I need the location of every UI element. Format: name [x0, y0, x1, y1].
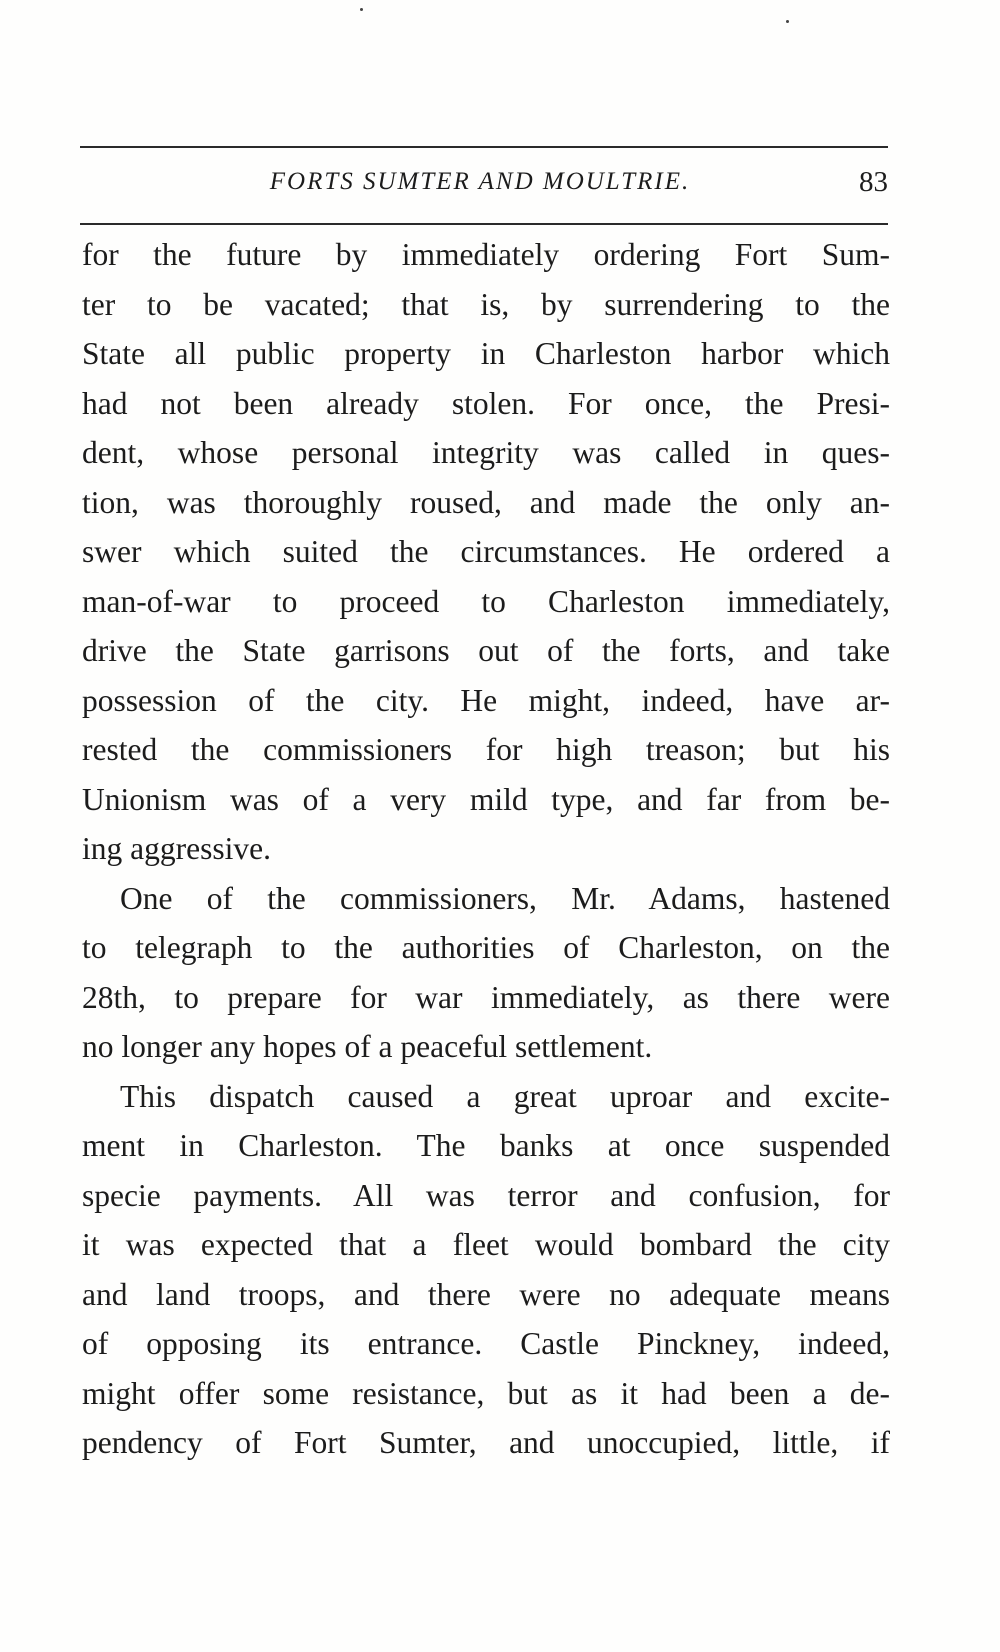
- text-line: of opposing its entrance. Castle Pinckney, indeed,: [82, 1326, 890, 1361]
- text-line: it was expected that a fleet would bombard the city: [82, 1227, 890, 1262]
- running-title: FORTS SUMTER AND MOULTRIE.: [269, 168, 691, 195]
- text-line: possession of the city. He might, indeed, have ar-: [82, 682, 890, 718]
- text-line: ter to be vacated; that is, by surrendering to the: [82, 286, 890, 322]
- running-head: [80, 166, 888, 206]
- text-line: to telegraph to the authorities of Charleston, on the: [82, 930, 890, 965]
- text-line: pendency of Fort Sumter, and unoccupied, little, if: [82, 1425, 890, 1460]
- text-line: and land troops, and there were no adequate means: [82, 1276, 890, 1312]
- text-line: drive the State garrisons out of the forts, and take: [82, 633, 890, 668]
- paper-speck: [360, 8, 363, 11]
- paper-speck: [786, 20, 789, 23]
- text-line: ment in Charleston. The banks at once suspended: [82, 1128, 890, 1163]
- text-line: might offer some resistance, but as it had been a de-: [82, 1375, 890, 1411]
- body-text: [82, 230, 890, 1468]
- text-line: State all public property in Charleston harbor which: [82, 336, 890, 371]
- page-number: 83: [859, 166, 888, 198]
- text-line: swer which suited the circumstances. He ordered a: [82, 534, 890, 569]
- text-line: dent, whose personal integrity was called in ques-: [82, 435, 890, 470]
- text-line: rested the commissioners for high treason; but his: [82, 732, 890, 767]
- header-rule-bottom: [80, 223, 888, 225]
- text-line: This dispatch caused a great uproar and excite-: [120, 1078, 890, 1114]
- text-line: ing aggressive.: [82, 831, 271, 866]
- paragraph: [82, 230, 890, 874]
- text-line: Unionism was of a very mild type, and far from be-: [82, 781, 890, 817]
- header-rule-top: [80, 146, 888, 148]
- paragraph: [82, 1072, 890, 1468]
- text-line: had not been already stolen. For once, the Presi-: [82, 385, 890, 421]
- paragraph: [82, 874, 890, 1072]
- text-line: man-of-war to proceed to Charleston immediately,: [82, 583, 890, 619]
- text-line: 28th, to prepare for war immediately, as there were: [82, 979, 890, 1015]
- text-line: no longer any hopes of a peaceful settlement.: [82, 1029, 653, 1064]
- text-line: for the future by immediately ordering Fort Sum-: [82, 237, 890, 272]
- text-line: One of the commissioners, Mr. Adams, hastened: [120, 880, 890, 916]
- text-line: specie payments. All was terror and confusion, for: [82, 1177, 890, 1213]
- text-line: tion, was thoroughly roused, and made the only an-: [82, 484, 890, 520]
